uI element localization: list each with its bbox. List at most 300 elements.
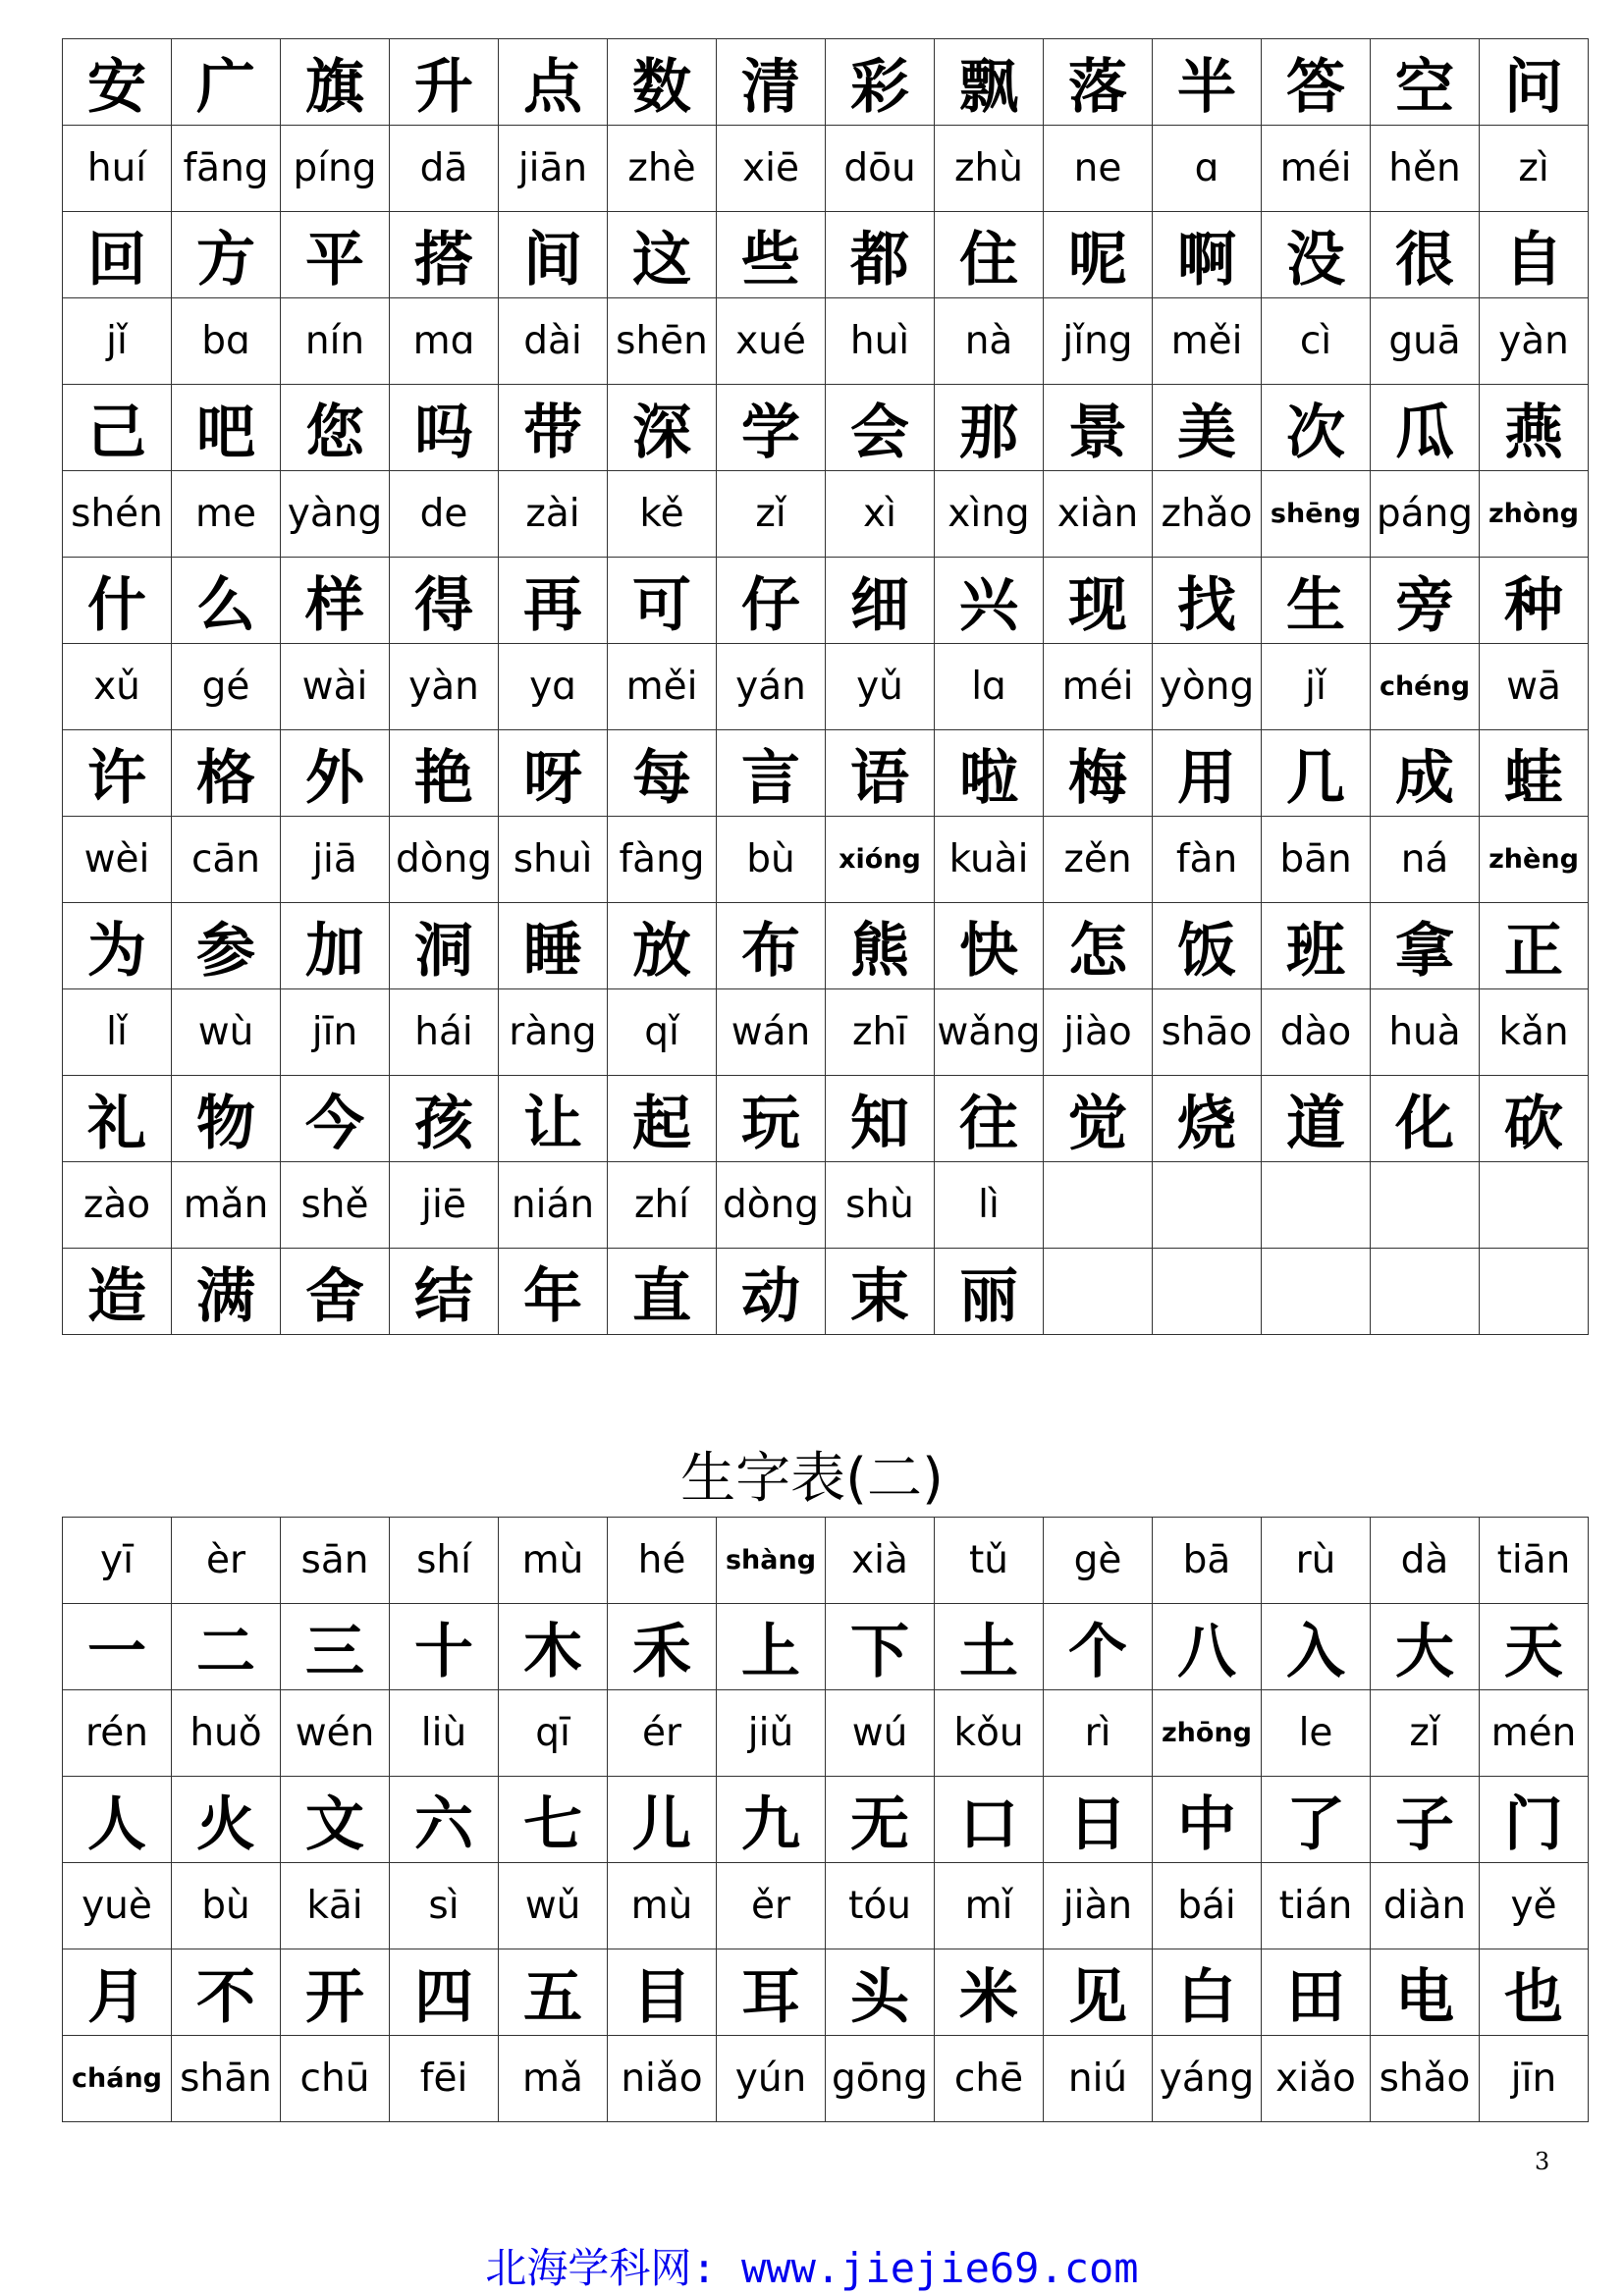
hanzi-cell: 言: [717, 730, 826, 817]
hanzi-cell: 子: [1371, 1777, 1480, 1863]
hanzi-cell: 自: [1480, 212, 1589, 298]
hanzi-cell: 数: [608, 39, 717, 126]
pinyin-cell: fēi: [390, 2036, 499, 2122]
hanzi-row: [63, 212, 1589, 298]
hanzi-cell: 天: [1480, 1604, 1589, 1690]
pinyin-cell: shén: [63, 471, 172, 558]
character-table-1: [62, 38, 1589, 1335]
hanzi-cell: [1262, 1249, 1371, 1335]
pinyin-cell: wù: [172, 989, 281, 1076]
hanzi-cell: 三: [281, 1604, 390, 1690]
page-number: 3: [1535, 2148, 1550, 2175]
hanzi-cell: 礼: [63, 1076, 172, 1162]
hanzi-cell: 找: [1153, 558, 1262, 644]
pinyin-cell: mɑ: [390, 298, 499, 385]
pinyin-cell: [1262, 1162, 1371, 1249]
hanzi-cell: 语: [826, 730, 935, 817]
pinyin-cell: fàng: [608, 817, 717, 903]
hanzi-cell: 束: [826, 1249, 935, 1335]
pinyin-row: [63, 471, 1589, 558]
pinyin-cell: zhí: [608, 1162, 717, 1249]
pinyin-cell: niú: [1044, 2036, 1153, 2122]
pinyin-cell: me: [172, 471, 281, 558]
pinyin-cell: [1480, 1162, 1589, 1249]
hanzi-row: [63, 1076, 1589, 1162]
pinyin-cell: [1153, 1162, 1262, 1249]
pinyin-cell: zhè: [608, 126, 717, 212]
pinyin-cell: zhōng: [1153, 1690, 1262, 1777]
hanzi-cell: 开: [281, 1949, 390, 2036]
hanzi-cell: 呀: [499, 730, 608, 817]
hanzi-cell: 洞: [390, 903, 499, 989]
pinyin-cell: shuì: [499, 817, 608, 903]
hanzi-cell: 无: [826, 1777, 935, 1863]
pinyin-cell: èr: [172, 1518, 281, 1604]
hanzi-cell: 每: [608, 730, 717, 817]
hanzi-cell: [1371, 1249, 1480, 1335]
pinyin-cell: fāng: [172, 126, 281, 212]
hanzi-cell: 学: [717, 385, 826, 471]
pinyin-cell: diàn: [1371, 1863, 1480, 1949]
hanzi-cell: 舍: [281, 1249, 390, 1335]
hanzi-cell: 知: [826, 1076, 935, 1162]
pinyin-cell: lǐ: [63, 989, 172, 1076]
pinyin-cell: jiē: [390, 1162, 499, 1249]
hanzi-cell: 个: [1044, 1604, 1153, 1690]
pinyin-cell: lɑ: [935, 644, 1044, 730]
hanzi-cell: 吧: [172, 385, 281, 471]
pinyin-cell: hái: [390, 989, 499, 1076]
hanzi-cell: 清: [717, 39, 826, 126]
pinyin-cell: dòng: [717, 1162, 826, 1249]
pinyin-cell: niǎo: [608, 2036, 717, 2122]
pinyin-cell: jiā: [281, 817, 390, 903]
hanzi-cell: 可: [608, 558, 717, 644]
hanzi-cell: 木: [499, 1604, 608, 1690]
hanzi-cell: 熊: [826, 903, 935, 989]
hanzi-cell: 头: [826, 1949, 935, 2036]
hanzi-cell: 今: [281, 1076, 390, 1162]
hanzi-cell: 加: [281, 903, 390, 989]
hanzi-cell: 田: [1262, 1949, 1371, 2036]
hanzi-cell: 间: [499, 212, 608, 298]
pinyin-cell: ná: [1371, 817, 1480, 903]
hanzi-cell: 么: [172, 558, 281, 644]
pinyin-row: [63, 989, 1589, 1076]
hanzi-row: [63, 730, 1589, 817]
pinyin-cell: gè: [1044, 1518, 1153, 1604]
hanzi-cell: 瓜: [1371, 385, 1480, 471]
pinyin-cell: shān: [172, 2036, 281, 2122]
pinyin-cell: shě: [281, 1162, 390, 1249]
pinyin-cell: píng: [281, 126, 390, 212]
pinyin-cell: zhù: [935, 126, 1044, 212]
pinyin-row: [63, 298, 1589, 385]
hanzi-cell: 拿: [1371, 903, 1480, 989]
pinyin-cell: dòng: [390, 817, 499, 903]
pinyin-cell: yán: [717, 644, 826, 730]
hanzi-row: [63, 1604, 1589, 1690]
hanzi-cell: 让: [499, 1076, 608, 1162]
pinyin-cell: tǔ: [935, 1518, 1044, 1604]
hanzi-cell: 大: [1371, 1604, 1480, 1690]
hanzi-row: [63, 903, 1589, 989]
pinyin-cell: fàn: [1153, 817, 1262, 903]
hanzi-cell: 动: [717, 1249, 826, 1335]
pinyin-cell: zěn: [1044, 817, 1153, 903]
hanzi-cell: 月: [63, 1949, 172, 2036]
pinyin-cell: jiān: [499, 126, 608, 212]
pinyin-cell: [1044, 1162, 1153, 1249]
pinyin-cell: jiǔ: [717, 1690, 826, 1777]
pinyin-cell: dài: [499, 298, 608, 385]
hanzi-cell: 烧: [1153, 1076, 1262, 1162]
pinyin-cell: mǎ: [499, 2036, 608, 2122]
hanzi-cell: 景: [1044, 385, 1153, 471]
pinyin-cell: huì: [826, 298, 935, 385]
hanzi-cell: 七: [499, 1777, 608, 1863]
pinyin-cell: huí: [63, 126, 172, 212]
hanzi-row: [63, 39, 1589, 126]
hanzi-cell: 参: [172, 903, 281, 989]
pinyin-cell: rù: [1262, 1518, 1371, 1604]
hanzi-cell: 班: [1262, 903, 1371, 989]
hanzi-cell: 您: [281, 385, 390, 471]
hanzi-cell: 啦: [935, 730, 1044, 817]
pinyin-cell: zhòng: [1480, 471, 1589, 558]
pinyin-cell: tóu: [826, 1863, 935, 1949]
hanzi-cell: 空: [1371, 39, 1480, 126]
pinyin-cell: wèi: [63, 817, 172, 903]
hanzi-cell: 落: [1044, 39, 1153, 126]
pinyin-cell: dà: [1371, 1518, 1480, 1604]
pinyin-row: [63, 1863, 1589, 1949]
pinyin-cell: jǐng: [1044, 298, 1153, 385]
pinyin-row: [63, 126, 1589, 212]
hanzi-cell: 直: [608, 1249, 717, 1335]
pinyin-cell: wú: [826, 1690, 935, 1777]
hanzi-cell: 门: [1480, 1777, 1589, 1863]
pinyin-cell: méi: [1044, 644, 1153, 730]
hanzi-cell: 这: [608, 212, 717, 298]
pinyin-cell: jǐ: [63, 298, 172, 385]
pinyin-cell: zhī: [826, 989, 935, 1076]
hanzi-cell: 细: [826, 558, 935, 644]
pinyin-cell: xiàn: [1044, 471, 1153, 558]
pinyin-cell: yɑ: [499, 644, 608, 730]
pinyin-cell: tián: [1262, 1863, 1371, 1949]
pinyin-cell: chéng: [1371, 644, 1480, 730]
pinyin-cell: bù: [172, 1863, 281, 1949]
pinyin-cell: měi: [1153, 298, 1262, 385]
hanzi-cell: 会: [826, 385, 935, 471]
pinyin-cell: shēn: [608, 298, 717, 385]
hanzi-cell: 睡: [499, 903, 608, 989]
hanzi-cell: [1480, 1249, 1589, 1335]
pinyin-cell: wǔ: [499, 1863, 608, 1949]
hanzi-cell: 布: [717, 903, 826, 989]
pinyin-cell: shù: [826, 1162, 935, 1249]
hanzi-cell: 为: [63, 903, 172, 989]
pinyin-row: [63, 1690, 1589, 1777]
hanzi-cell: 那: [935, 385, 1044, 471]
hanzi-cell: 觉: [1044, 1076, 1153, 1162]
pinyin-cell: zhèng: [1480, 817, 1589, 903]
hanzi-cell: 现: [1044, 558, 1153, 644]
pinyin-cell: sì: [390, 1863, 499, 1949]
pinyin-cell: bái: [1153, 1863, 1262, 1949]
hanzi-cell: 很: [1371, 212, 1480, 298]
hanzi-cell: 火: [172, 1777, 281, 1863]
hanzi-cell: 四: [390, 1949, 499, 2036]
hanzi-row: [63, 558, 1589, 644]
hanzi-cell: 见: [1044, 1949, 1153, 2036]
hanzi-cell: 什: [63, 558, 172, 644]
hanzi-cell: 造: [63, 1249, 172, 1335]
pinyin-cell: dā: [390, 126, 499, 212]
hanzi-cell: 二: [172, 1604, 281, 1690]
pinyin-cell: shēng: [1262, 471, 1371, 558]
hanzi-cell: 深: [608, 385, 717, 471]
pinyin-cell: ràng: [499, 989, 608, 1076]
hanzi-cell: 答: [1262, 39, 1371, 126]
hanzi-cell: 八: [1153, 1604, 1262, 1690]
pinyin-cell: hé: [608, 1518, 717, 1604]
hanzi-cell: 耳: [717, 1949, 826, 2036]
hanzi-cell: 种: [1480, 558, 1589, 644]
pinyin-cell: yún: [717, 2036, 826, 2122]
pinyin-cell: guā: [1371, 298, 1480, 385]
pinyin-row: [63, 817, 1589, 903]
hanzi-cell: 入: [1262, 1604, 1371, 1690]
hanzi-cell: 方: [172, 212, 281, 298]
pinyin-cell: bɑ: [172, 298, 281, 385]
character-table-2: [62, 1517, 1589, 2122]
pinyin-row: [63, 1518, 1589, 1604]
pinyin-cell: mǐ: [935, 1863, 1044, 1949]
pinyin-cell: tiān: [1480, 1518, 1589, 1604]
pinyin-cell: jiàn: [1044, 1863, 1153, 1949]
pinyin-cell: ne: [1044, 126, 1153, 212]
pinyin-cell: jiào: [1044, 989, 1153, 1076]
hanzi-cell: 燕: [1480, 385, 1589, 471]
hanzi-cell: 放: [608, 903, 717, 989]
pinyin-cell: mù: [499, 1518, 608, 1604]
hanzi-cell: 己: [63, 385, 172, 471]
pinyin-cell: sān: [281, 1518, 390, 1604]
hanzi-cell: 广: [172, 39, 281, 126]
hanzi-cell: 砍: [1480, 1076, 1589, 1162]
pinyin-cell: ɑ: [1153, 126, 1262, 212]
pinyin-cell: de: [390, 471, 499, 558]
hanzi-cell: 正: [1480, 903, 1589, 989]
pinyin-row: [63, 2036, 1589, 2122]
pinyin-cell: wén: [281, 1690, 390, 1777]
pinyin-cell: yě: [1480, 1863, 1589, 1949]
hanzi-cell: 再: [499, 558, 608, 644]
hanzi-cell: 格: [172, 730, 281, 817]
pinyin-cell: gé: [172, 644, 281, 730]
hanzi-cell: 也: [1480, 1949, 1589, 2036]
pinyin-cell: qǐ: [608, 989, 717, 1076]
pinyin-cell: mǎn: [172, 1162, 281, 1249]
section-title: 生字表(二): [680, 1447, 944, 1511]
hanzi-cell: 口: [935, 1777, 1044, 1863]
hanzi-cell: 结: [390, 1249, 499, 1335]
pinyin-cell: mén: [1480, 1690, 1589, 1777]
pinyin-cell: chē: [935, 2036, 1044, 2122]
pinyin-cell: [1371, 1162, 1480, 1249]
pinyin-row: [63, 644, 1589, 730]
hanzi-cell: 回: [63, 212, 172, 298]
hanzi-cell: 问: [1480, 39, 1589, 126]
hanzi-cell: 九: [717, 1777, 826, 1863]
hanzi-cell: 彩: [826, 39, 935, 126]
pinyin-cell: yàn: [390, 644, 499, 730]
hanzi-cell: 孩: [390, 1076, 499, 1162]
hanzi-cell: 土: [935, 1604, 1044, 1690]
pinyin-cell: yàn: [1480, 298, 1589, 385]
pinyin-cell: lì: [935, 1162, 1044, 1249]
hanzi-cell: 化: [1371, 1076, 1480, 1162]
pinyin-cell: shāo: [1153, 989, 1262, 1076]
hanzi-cell: 生: [1262, 558, 1371, 644]
pinyin-cell: huǒ: [172, 1690, 281, 1777]
hanzi-cell: 飘: [935, 39, 1044, 126]
pinyin-cell: wài: [281, 644, 390, 730]
pinyin-cell: wā: [1480, 644, 1589, 730]
pinyin-cell: měi: [608, 644, 717, 730]
footer-website[interactable]: 北海学科网: www.jiejie69.com: [485, 2244, 1139, 2292]
pinyin-cell: zì: [1480, 126, 1589, 212]
hanzi-cell: 平: [281, 212, 390, 298]
pinyin-cell: nián: [499, 1162, 608, 1249]
hanzi-cell: 一: [63, 1604, 172, 1690]
pinyin-cell: ér: [608, 1690, 717, 1777]
hanzi-cell: 蛙: [1480, 730, 1589, 817]
hanzi-cell: 没: [1262, 212, 1371, 298]
pinyin-cell: qī: [499, 1690, 608, 1777]
hanzi-cell: 次: [1262, 385, 1371, 471]
hanzi-cell: 白: [1153, 1949, 1262, 2036]
hanzi-cell: 搭: [390, 212, 499, 298]
pinyin-cell: shàng: [717, 1518, 826, 1604]
hanzi-cell: 美: [1153, 385, 1262, 471]
pinyin-cell: wán: [717, 989, 826, 1076]
hanzi-cell: 吗: [390, 385, 499, 471]
hanzi-cell: 呢: [1044, 212, 1153, 298]
pinyin-cell: chū: [281, 2036, 390, 2122]
hanzi-cell: 物: [172, 1076, 281, 1162]
pinyin-cell: xià: [826, 1518, 935, 1604]
hanzi-row: [63, 385, 1589, 471]
pinyin-cell: kǒu: [935, 1690, 1044, 1777]
hanzi-cell: 兴: [935, 558, 1044, 644]
hanzi-cell: 中: [1153, 1777, 1262, 1863]
hanzi-cell: 往: [935, 1076, 1044, 1162]
pinyin-cell: xì: [826, 471, 935, 558]
pinyin-cell: cān: [172, 817, 281, 903]
hanzi-cell: 上: [717, 1604, 826, 1690]
hanzi-cell: 人: [63, 1777, 172, 1863]
hanzi-cell: 艳: [390, 730, 499, 817]
hanzi-cell: 住: [935, 212, 1044, 298]
hanzi-cell: 儿: [608, 1777, 717, 1863]
hanzi-cell: 升: [390, 39, 499, 126]
hanzi-cell: 怎: [1044, 903, 1153, 989]
pinyin-cell: cháng: [63, 2036, 172, 2122]
pinyin-cell: yàng: [281, 471, 390, 558]
pinyin-row: [63, 1162, 1589, 1249]
hanzi-cell: 下: [826, 1604, 935, 1690]
pinyin-cell: bān: [1262, 817, 1371, 903]
hanzi-cell: 年: [499, 1249, 608, 1335]
pinyin-cell: kě: [608, 471, 717, 558]
hanzi-cell: 满: [172, 1249, 281, 1335]
pinyin-cell: kuài: [935, 817, 1044, 903]
pinyin-cell: xiē: [717, 126, 826, 212]
hanzi-cell: 起: [608, 1076, 717, 1162]
pinyin-cell: shǎo: [1371, 2036, 1480, 2122]
pinyin-cell: xióng: [826, 817, 935, 903]
hanzi-cell: 样: [281, 558, 390, 644]
hanzi-cell: 用: [1153, 730, 1262, 817]
hanzi-cell: 五: [499, 1949, 608, 2036]
pinyin-cell: bā: [1153, 1518, 1262, 1604]
hanzi-cell: 半: [1153, 39, 1262, 126]
pinyin-cell: shí: [390, 1518, 499, 1604]
hanzi-cell: 文: [281, 1777, 390, 1863]
hanzi-cell: 成: [1371, 730, 1480, 817]
hanzi-cell: 玩: [717, 1076, 826, 1162]
pinyin-cell: zhǎo: [1153, 471, 1262, 558]
hanzi-cell: 不: [172, 1949, 281, 2036]
hanzi-cell: 几: [1262, 730, 1371, 817]
hanzi-cell: 米: [935, 1949, 1044, 2036]
pinyin-cell: zǐ: [717, 471, 826, 558]
pinyin-cell: xué: [717, 298, 826, 385]
hanzi-cell: 快: [935, 903, 1044, 989]
pinyin-cell: xìng: [935, 471, 1044, 558]
pinyin-cell: hěn: [1371, 126, 1480, 212]
pinyin-cell: liù: [390, 1690, 499, 1777]
pinyin-cell: kāi: [281, 1863, 390, 1949]
hanzi-cell: 都: [826, 212, 935, 298]
hanzi-row: [63, 1949, 1589, 2036]
pinyin-cell: bù: [717, 817, 826, 903]
pinyin-cell: yòng: [1153, 644, 1262, 730]
hanzi-cell: 道: [1262, 1076, 1371, 1162]
pinyin-cell: huà: [1371, 989, 1480, 1076]
hanzi-cell: 六: [390, 1777, 499, 1863]
pinyin-cell: ěr: [717, 1863, 826, 1949]
hanzi-cell: 梅: [1044, 730, 1153, 817]
hanzi-cell: 禾: [608, 1604, 717, 1690]
hanzi-cell: 旗: [281, 39, 390, 126]
pinyin-cell: dào: [1262, 989, 1371, 1076]
hanzi-cell: 十: [390, 1604, 499, 1690]
hanzi-cell: 点: [499, 39, 608, 126]
hanzi-cell: 目: [608, 1949, 717, 2036]
pinyin-cell: xiǎo: [1262, 2036, 1371, 2122]
pinyin-cell: xǔ: [63, 644, 172, 730]
pinyin-cell: méi: [1262, 126, 1371, 212]
hanzi-cell: 电: [1371, 1949, 1480, 2036]
pinyin-cell: rì: [1044, 1690, 1153, 1777]
hanzi-cell: 旁: [1371, 558, 1480, 644]
hanzi-cell: 饭: [1153, 903, 1262, 989]
pinyin-cell: mù: [608, 1863, 717, 1949]
